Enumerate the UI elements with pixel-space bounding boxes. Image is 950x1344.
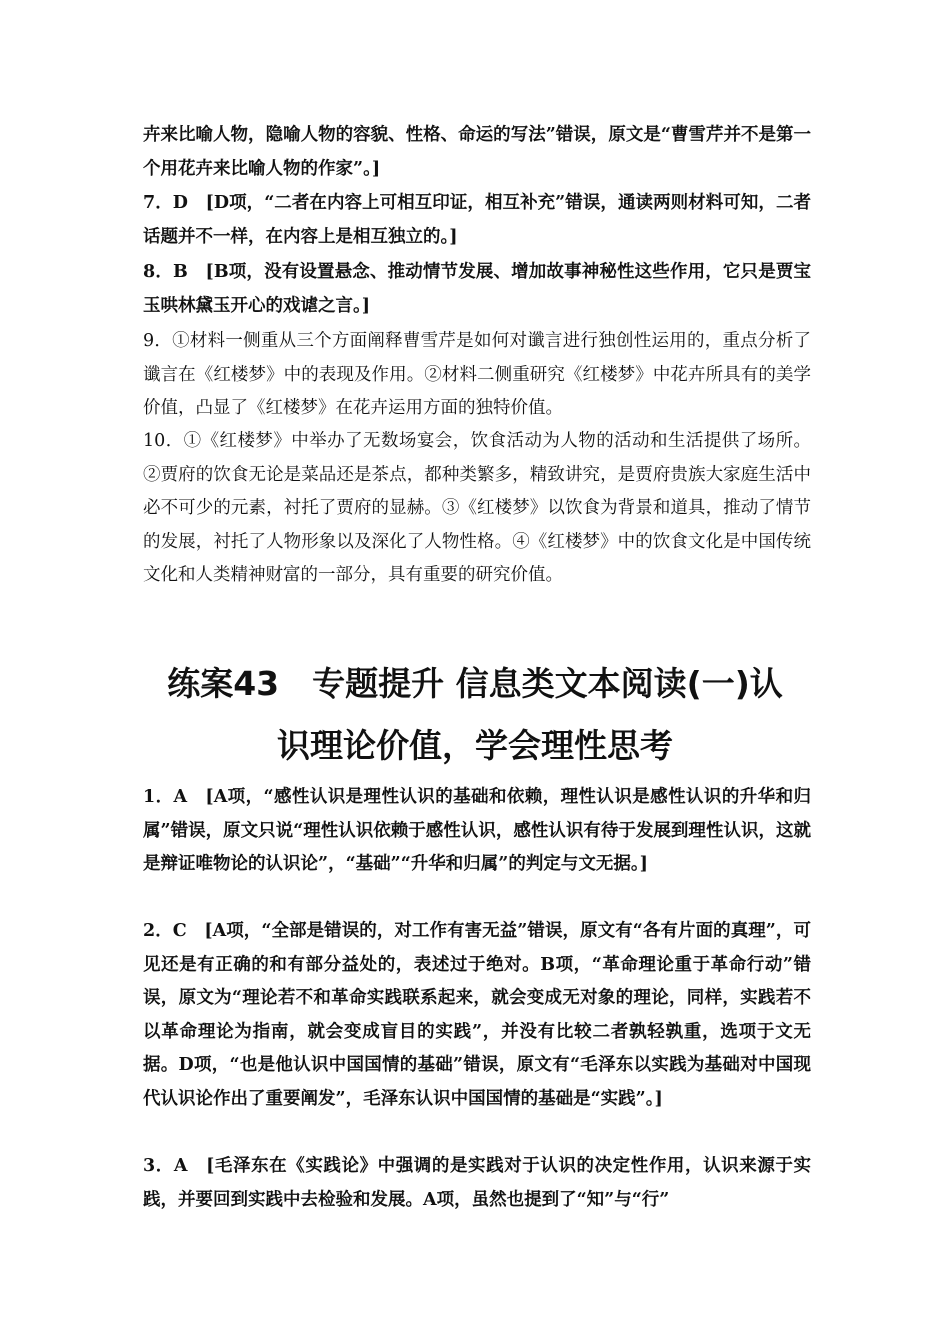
- section-title-line-1: 练案43 专题提升 信息类文本阅读(一)认: [167, 664, 783, 703]
- answer-10: 10．①《红楼梦》中举办了无数场宴会，饮食活动为人物的活动和生活提供了场所。②贾府的饮食无论是菜品还是茶点，都种类繁多，精致讲究，是贾府贵族大家庭生活中必不可少的元素，衬托了贾府的显赫。③《红楼梦》以饮食为背景和道具，推动了情节的发展，衬托了人物形象以及深化了人物性格。④《红楼梦》中的饮食文化是中国传统文化和人类精神财富的一部分，具有重要的研究价值。: [143, 431, 811, 585]
- answer-2: 2．C [A项，“全部是错误的，对工作有害无益”错误，原文有“各有片面的真理”，可见还是有正确的和有部分益处的，表述过于绝对。B项，“革命理论重于革命行动”错误，原文为“理论若不和革命实践联系起来，就会变成无对象的理论，同样，实践若不以革命理论为指南，就会变成盲目的实践”，并没有比较二者孰轻孰重，选项于文无据。D项，“也是他认识中国国情的基础”错误，原文有“毛泽东以实践为基础对中国现代认识论作出了重要阐发”，毛泽东认识中国国情的基础是“实践”。]: [143, 921, 811, 1109]
- section-title-line-2: 识理论价值，学会理性思考: [277, 726, 673, 765]
- answer-8: 8．B [B项，没有设置悬念、推动情节发展、增加故事神秘性这些作用，它只是贾宝玉哄林黛玉开心的戏谑之言。]: [143, 262, 811, 316]
- answer-3: 3．A [毛泽东在《实践论》中强调的是实践对于认识的决定性作用，认识来源于实践，并要回到实践中去检验和发展。A项，虽然也提到了“知”与“行”: [143, 1156, 811, 1210]
- answer-9: 9．①材料一侧重从三个方面阐释曹雪芹是如何对谶言进行独创性运用的，重点分析了谶言在《红楼梦》中的表现及作用。②材料二侧重研究《红楼梦》中花卉所具有的美学价值，凸显了《红楼梦》在花卉运用方面的独特价值。: [143, 331, 811, 418]
- answer-1: 1．A [A项，“感性认识是理性认识的基础和依赖，理性认识是感性认识的升华和归属”错误，原文只说“理性认识依赖于感性认识，感性认识有待于发展到理性认识，这就是辩证唯物论的认识论”，“基础”“升华和归属”的判定与文无据。]: [143, 787, 811, 874]
- answer-6-continuation: 卉来比喻人物，隐喻人物的容貌、性格、命运的写法”错误，原文是“曹雪芹并不是第一个用花卉来比喻人物的作家”。]: [143, 125, 811, 179]
- answer-7: 7．D [D项，“二者在内容上可相互印证，相互补充”错误，通读两则材料可知，二者话题并不一样，在内容上是相互独立的。]: [143, 193, 811, 247]
